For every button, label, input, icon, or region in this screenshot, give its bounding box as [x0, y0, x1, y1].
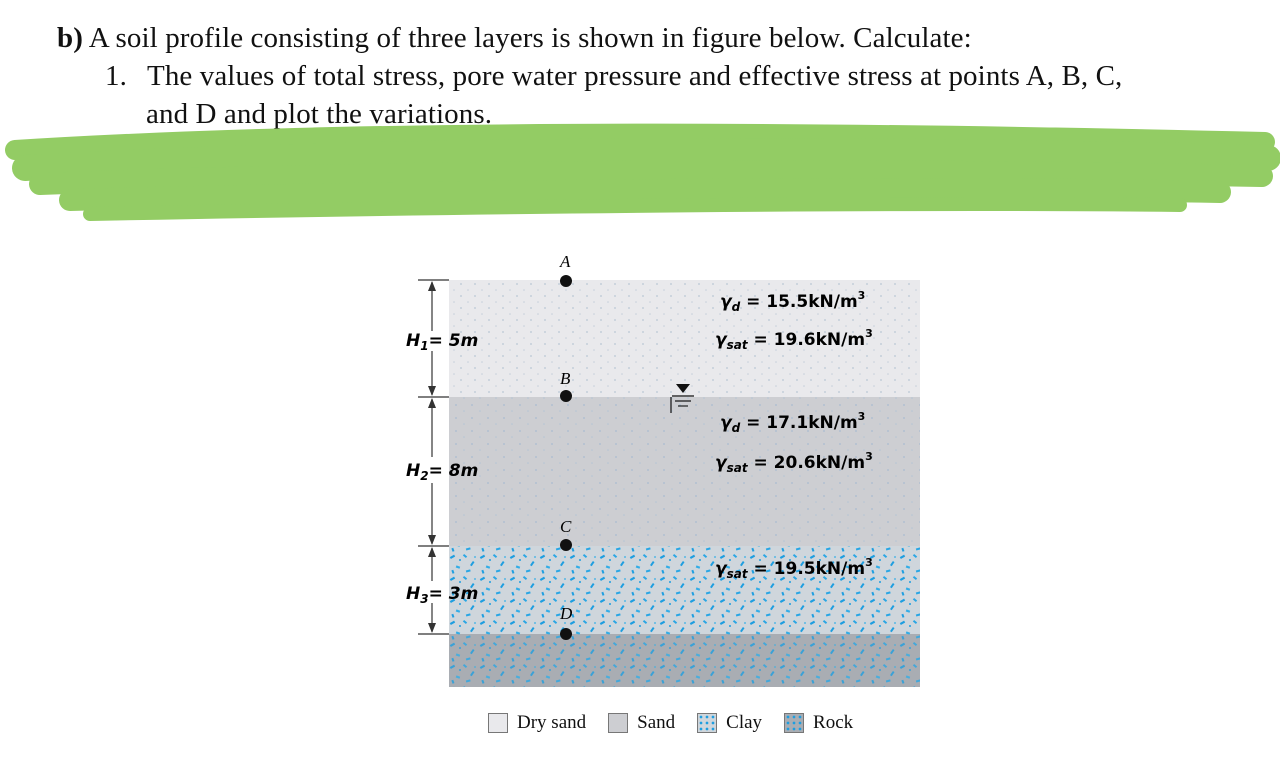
legend-item-dry-sand [488, 712, 586, 734]
legend-item-rock [784, 712, 853, 734]
legend [488, 712, 875, 734]
layer3-gamma-sat: $\gamma_{sat} = 19.5kN/m^3$ [715, 556, 873, 581]
legend-label-rock: Rock [813, 712, 854, 733]
legend-swatch-rock [784, 713, 804, 733]
point-label-c: C [560, 517, 572, 536]
part-label: b) [57, 22, 83, 54]
intro-text: A soil profile consisting of three layers is shown in figure below. Calculate: [88, 22, 972, 54]
legend-item-clay [697, 712, 762, 734]
question-intro [57, 22, 972, 55]
point-label-b: B [560, 369, 571, 388]
legend-swatch-clay [697, 713, 717, 733]
legend-swatch-dry-sand [488, 713, 508, 733]
point-b-marker [560, 390, 572, 402]
legend-label-sand: Sand [637, 712, 676, 733]
legend-item-sand [608, 712, 675, 734]
legend-swatch-sand [608, 713, 628, 733]
legend-label-dry-sand: Dry sand [517, 712, 587, 733]
point-d-marker [560, 628, 572, 640]
soil-profile-diagram [388, 245, 928, 705]
point-c-marker [560, 539, 572, 551]
point-label-a: A [560, 252, 571, 271]
point-a-marker [560, 275, 572, 287]
dim-label-h2: $H_2= 8m$ [406, 461, 479, 483]
question-item-line-1 [105, 60, 1122, 93]
item-text-1: The values of total stress, pore water pressure and effective stress at points A, B, C, [147, 60, 1123, 92]
layer1-gamma-sat: $\gamma_{sat} = 19.6kN/m^3$ [715, 327, 873, 352]
item-number: 1. [105, 60, 127, 92]
dim-label-h1: $H_1= 5m$ [406, 331, 479, 353]
layer1-gamma-d: $\gamma_d = 15.5kN/m^3$ [720, 289, 866, 314]
layer2-gamma-sat: $\gamma_{sat} = 20.6kN/m^3$ [715, 450, 873, 475]
legend-label-clay: Clay [726, 712, 763, 733]
layer2-gamma-d: $\gamma_d = 17.1kN/m^3$ [720, 410, 866, 435]
dim-label-h3: $H_3= 3m$ [406, 584, 479, 606]
question-item-line-2: and D and plot the variations. [146, 98, 493, 130]
point-label-d: D [560, 604, 573, 623]
